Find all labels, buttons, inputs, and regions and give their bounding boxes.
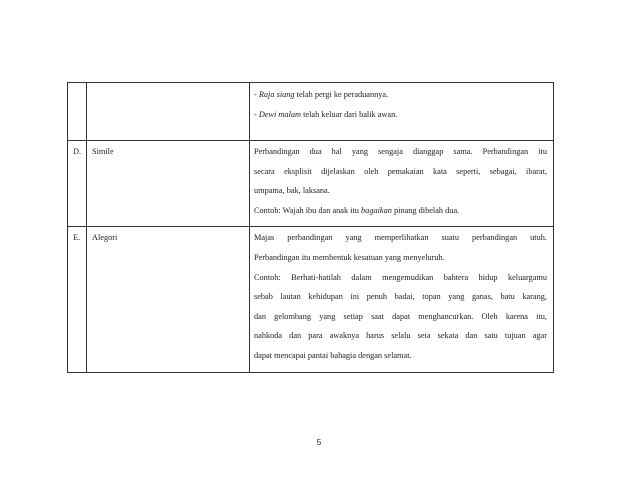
number-cell: E.	[68, 227, 87, 372]
name-cell: Simile	[87, 141, 250, 227]
description-line: secara eksplisit dijelaskan oleh pemakaian kata seperti, sebagai, ibarat,	[254, 166, 547, 176]
description-line: Majas perbandingan yang memperlihatkan suatu perbandingan utuh.	[254, 233, 547, 243]
example-line: dan gelombang yang setiap saat dapat menghancurkan. Oleh karena itu,	[254, 311, 547, 321]
page-number: 5	[316, 437, 322, 447]
description-cell	[250, 227, 554, 372]
description-cell	[250, 141, 554, 227]
example-line: - Dewi malam telah keluar dari balik awan.	[254, 109, 398, 119]
example-line: Contoh: Berhati-hatilah dalam mengemudikan bahtera hidup keluargamu	[254, 272, 547, 282]
name-cell: Alegori	[87, 227, 250, 372]
description-cell	[250, 83, 554, 141]
description-line: Perbandingan itu membentuk kesatuan yang menyeluruh.	[254, 252, 445, 262]
number-cell	[68, 83, 87, 141]
table-row	[68, 227, 554, 372]
example-line: - Raja siang telah pergi ke peraduannya.	[254, 90, 389, 99]
name-cell	[87, 83, 250, 141]
example-line: sebab lautan kehidupan ini penuh badai, topan yang ganas, batu karang,	[254, 292, 547, 302]
table-row	[68, 141, 554, 227]
example-line: Contoh: Wajah ibu dan anak itu bagaikan pinang dibelah dua.	[254, 205, 460, 215]
number-cell: D.	[68, 141, 87, 227]
example-line: nahkoda dan para awaknya harus selalu seia sekata dan satu tujuan agar	[254, 331, 547, 341]
table-row	[68, 83, 554, 141]
majas-table	[67, 82, 554, 373]
description-line: Perbandingan dua hal yang sengaja dianggap sama. Perbandingan itu	[254, 147, 547, 156]
description-line: umpama, bak, laksana.	[254, 186, 330, 196]
example-line: dapat mencapai pantai bahagia dengan selamat.	[254, 350, 412, 360]
